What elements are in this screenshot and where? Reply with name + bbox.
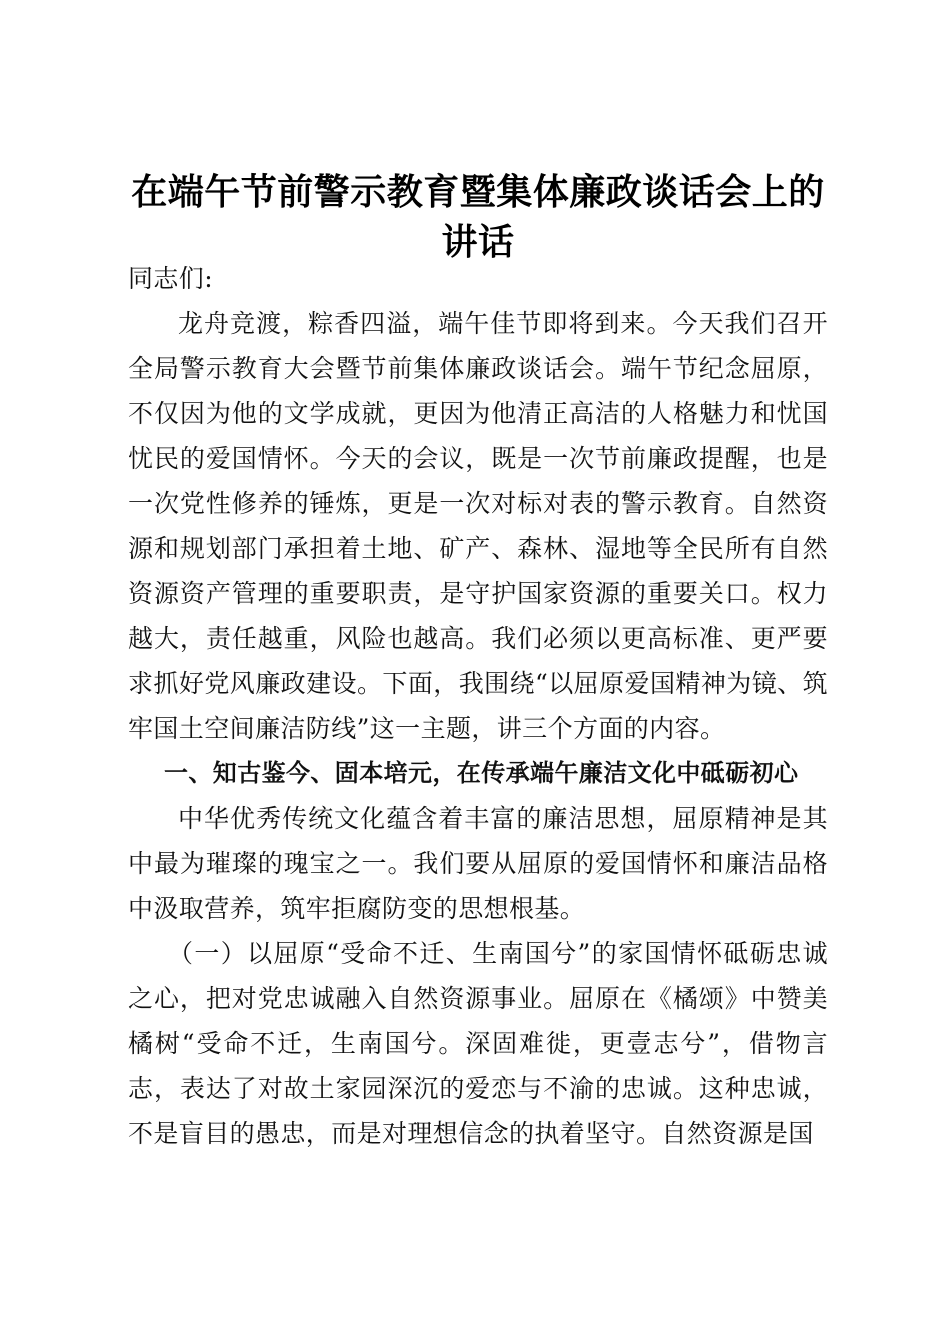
- section-1-paragraph: 中华优秀传统文化蕴含着丰富的廉洁思想，屈原精神是其中最为璀璨的瑰宝之一。我们要从屈原的爱国情怀和廉洁品格中汲取营养，筑牢拒腐防变的思想根基。: [128, 804, 828, 923]
- subsection-1-lead: （一）以屈原“受命不迁、生南国兮”的家国情怀砥砺忠诚之心，把对党忠诚融入自然资源事业。: [128, 939, 828, 1013]
- subsection-1-paragraph: [128, 931, 828, 1156]
- section-1-heading: 一、知古鉴今、固本培元，在传承端午廉洁文化中砥砺初心: [164, 759, 799, 787]
- intro-paragraph: 龙舟竞渡，粽香四溢，端午佳节即将到来。今天我们召开全局警示教育大会暨节前集体廉政谈话会。端午节纪念屈原，不仅因为他的文学成就，更因为他清正高洁的人格魅力和忧国忧民的爱国情怀。今天的会议，既是一次节前廉政提醒，也是一次党性修养的锤炼，更是一次对标对表的警示教育。自然资源和规划部门承担着土地、矿产、森林、湿地等全民所有自然资源资产管理的重要职责，是守护国家资源的重要关口。权力越大，责任越重，风险也越高。我们必须以更高标准、更严要求抓好党风廉政建设。下面，我围绕“以屈原爱国精神为镜、筑牢国土空间廉洁防线”这一主题，讲三个方面的内容。: [128, 309, 828, 743]
- document-title: 在端午节前警示教育暨集体廉政谈话会上的讲话: [131, 172, 825, 263]
- salutation: 同志们:: [128, 264, 214, 293]
- document-body: [128, 256, 828, 1156]
- subsection-1-text: 屈原在《橘颂》中赞美橘树“受命不迁，生南国兮。深固难徙，更壹志兮”，借物言志，表达了对故土家园深沉的爱恋与不渝的忠诚。这种忠诚，不是盲目的愚忠，而是对理想信念的执着坚守。自然资源是国: [128, 984, 828, 1148]
